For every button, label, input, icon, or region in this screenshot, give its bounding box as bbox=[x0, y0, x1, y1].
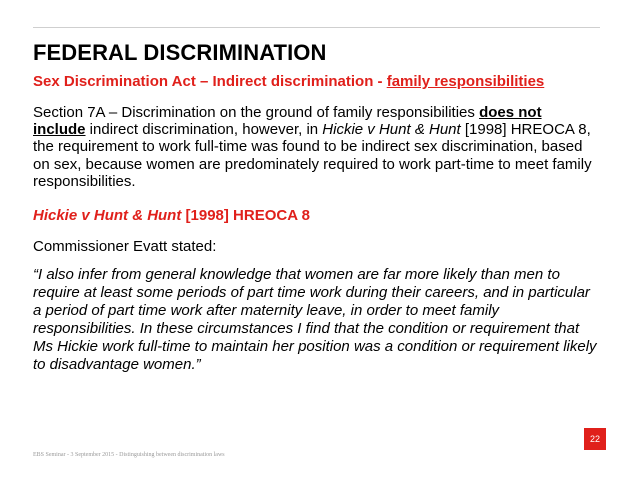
subtitle-text: Sex Discrimination Act – Indirect discrimination - bbox=[33, 73, 387, 90]
slide-title: FEDERAL DISCRIMINATION bbox=[33, 40, 327, 65]
commissioner-quote: “I also infer from general knowledge that women are far more likely than men to require at least some periods of part time work during their careers, and in particular a period of part time work after maternity leave, in order to meet family responsibilities. In these circumstances I find that the condition or requirement that Ms Hickie work full-time to maintain her position was a condition or requirement likely to disadvantage women.” bbox=[33, 266, 597, 373]
paragraph-part-1: Section 7A – Discrimination on the ground of family responsibilities bbox=[33, 104, 480, 121]
paragraph-case-name: Hickie v Hunt & Hunt bbox=[322, 121, 461, 139]
section-7a-paragraph bbox=[33, 104, 593, 190]
paragraph-emphasis: does not include bbox=[33, 104, 542, 139]
case-heading bbox=[33, 207, 310, 224]
case-heading-name: Hickie v Hunt & Hunt bbox=[33, 207, 182, 224]
page-number-badge: 22 bbox=[584, 428, 606, 450]
paragraph-part-2: indirect discrimination, however, in bbox=[85, 121, 323, 139]
commissioner-stated: Commissioner Evatt stated: bbox=[33, 238, 217, 255]
paragraph-part-3: [1998] HREOCA 8, the requirement to work full-time was found to be indirect sex discrimination, based on sex, because women are predominately required to work part-time to meet family responsibilities. bbox=[33, 121, 592, 190]
slide-subtitle bbox=[33, 73, 544, 90]
family-responsibilities-link[interactable]: family responsibilities bbox=[386, 73, 545, 90]
footer-text: EBS Seminar - 3 September 2015 - Distinguishing between discrimination laws bbox=[33, 452, 225, 458]
top-divider bbox=[33, 27, 600, 28]
case-heading-citation: [1998] HREOCA 8 bbox=[181, 207, 311, 224]
